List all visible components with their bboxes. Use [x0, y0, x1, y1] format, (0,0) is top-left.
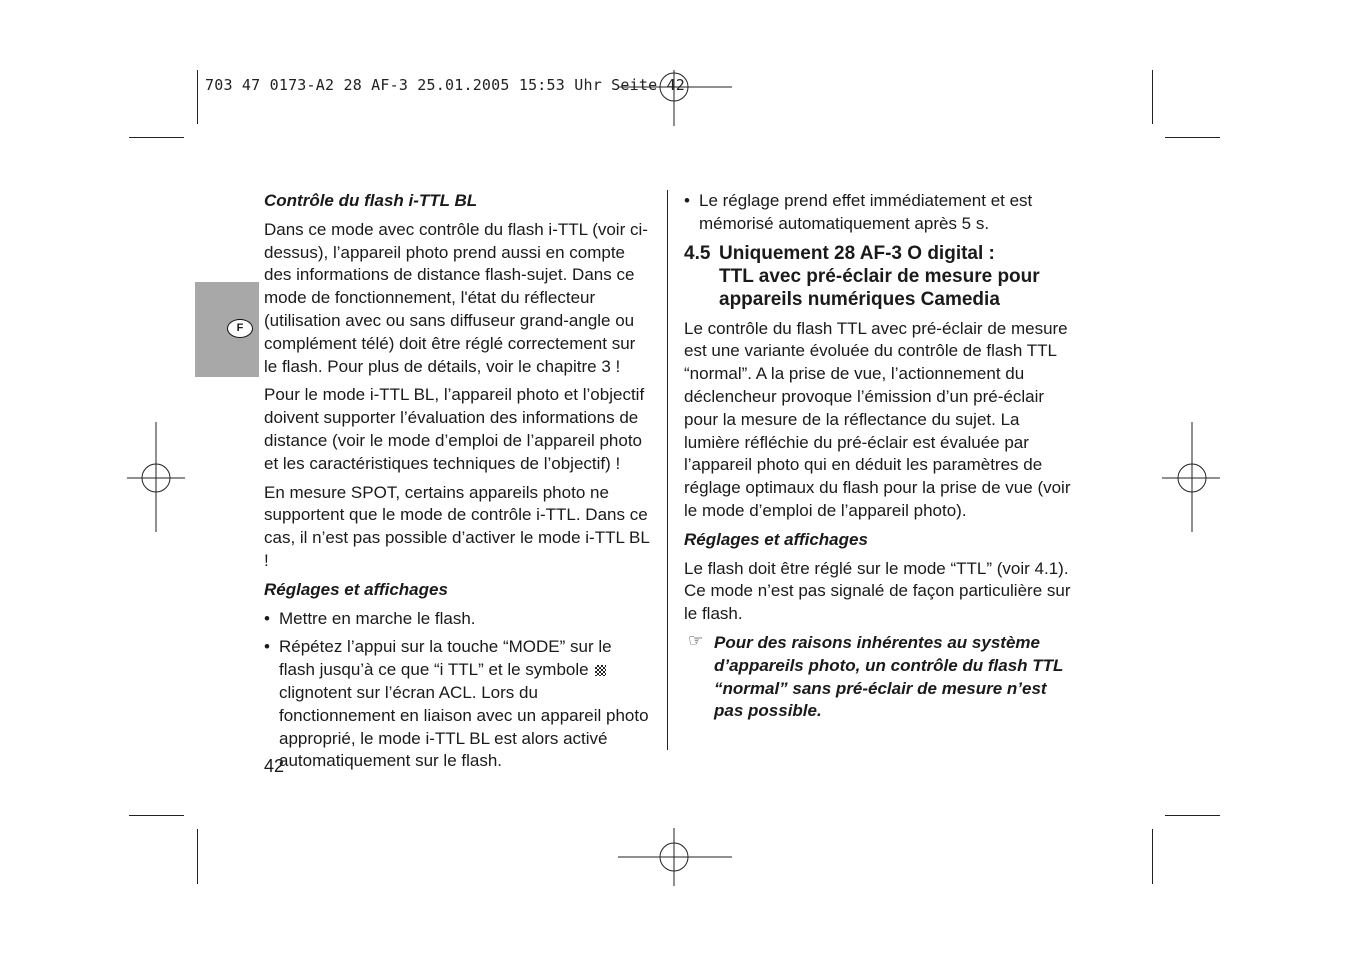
paragraph: Le flash doit être réglé sur le mode “TTL” (voir 4.1). Ce mode n’est pas signalé de façon particulière sur le flash.	[684, 558, 1071, 624]
column-divider	[667, 190, 668, 750]
list-item-text: Le réglage prend effet immédiatement et est mémorisé automatiquement après 5 s.	[699, 191, 1033, 233]
section-heading-4-5	[684, 242, 1074, 311]
crop-mark	[1152, 70, 1153, 124]
registration-mark-bottom	[618, 828, 732, 888]
section-title-line: appareils numériques Camedia	[719, 288, 1000, 310]
crop-mark	[129, 137, 184, 138]
page-number: 42	[264, 756, 285, 776]
note-block	[684, 632, 1074, 723]
paragraph: Dans ce mode avec contrôle du flash i-TTL (voir ci-dessus), l’appareil photo prend aussi en compte des informations de distance flash-sujet. Dans ce mode de fonctionnement, l'état du réflecteur (utilisation avec ou sans diffuseur grand-angle ou complément télé) doit être réglé correctement sur le flash. Pour plus de détails, voir le chapitre 3 !	[264, 219, 648, 376]
crop-mark	[1165, 137, 1220, 138]
list-item	[264, 608, 652, 631]
registration-mark-top	[618, 70, 732, 130]
pointing-hand-icon: ☞	[688, 630, 704, 650]
section-heading-ittl-bl: Contrôle du flash i-TTL BL	[264, 191, 478, 210]
bullet-dot: •	[264, 608, 270, 628]
left-column	[264, 190, 652, 779]
list-item	[684, 190, 1074, 236]
crop-mark	[197, 70, 198, 124]
paragraph: Pour le mode i-TTL BL, l’appareil photo et l’objectif doivent supporter l’évaluation des informations de distance (voir le mode d’emploi de l’appareil photo et les caractéristiques techniques de l’objectif) !	[264, 385, 645, 473]
crop-mark	[197, 829, 198, 884]
bullet-dot: •	[684, 191, 690, 210]
paragraph: Le contrôle du flash TTL avec pré-éclair de mesure est une variante évoluée du contrôle de flash TTL “normal”. A la prise de vue, l’actionnement du déclencheur provoque l’émission d’un pré-éclair pour la mesure de la réflectance du sujet. La lumière réfléchie du pré-éclair est évaluée par l’appareil photo qui en déduit les paramètres de réglage optimaux du flash pour la prise de vue (voir le mode d’emploi de l’appareil photo).	[684, 318, 1071, 520]
flash-bl-symbol-icon	[595, 665, 606, 676]
subheading-settings: Réglages et affichages	[264, 579, 448, 599]
print-slug-line: 703 47 0173-A2 28 AF-3 25.01.2005 15:53 Uhr Seite 42	[205, 76, 685, 94]
list-item-text: clignotent sur l’écran ACL. Lors du fonctionnement en liaison avec un appareil photo approprié, le mode i-TTL BL est alors activé automatiquement sur le flash.	[279, 682, 649, 771]
crop-mark	[1165, 815, 1220, 816]
crop-mark	[129, 815, 184, 816]
list-item-text: Mettre en marche le flash.	[279, 608, 476, 628]
language-side-tab	[195, 282, 259, 377]
crop-mark	[1152, 829, 1153, 884]
section-number: 4.5	[684, 242, 711, 264]
language-tab-letter: F	[227, 319, 253, 338]
section-title-line: TTL avec pré-éclair de mesure pour	[719, 265, 1040, 287]
right-column	[684, 190, 1074, 723]
subheading-settings: Réglages et affichages	[684, 529, 868, 549]
list-item-text: Répétez l’appui sur la touche “MODE” sur le flash jusqu’à ce que “i TTL” et le symbole	[279, 637, 612, 680]
bullet-dot: •	[264, 637, 270, 657]
paragraph: En mesure SPOT, certains appareils photo ne supportent que le mode de contrôle i-TTL. Dans ce cas, il n’est pas possible d’activer le mode i-TTL BL !	[264, 482, 650, 570]
registration-mark-right	[1162, 422, 1222, 532]
note-text: Pour des raisons inhérentes au système d’appareils photo, un contrôle du flash TTL “normal” sans pré-éclair de mesure n’est pas possible.	[714, 632, 1064, 721]
registration-mark-left	[127, 422, 187, 532]
list-item	[264, 636, 652, 773]
section-title-line: Uniquement 28 AF-3 O digital :	[719, 242, 995, 264]
